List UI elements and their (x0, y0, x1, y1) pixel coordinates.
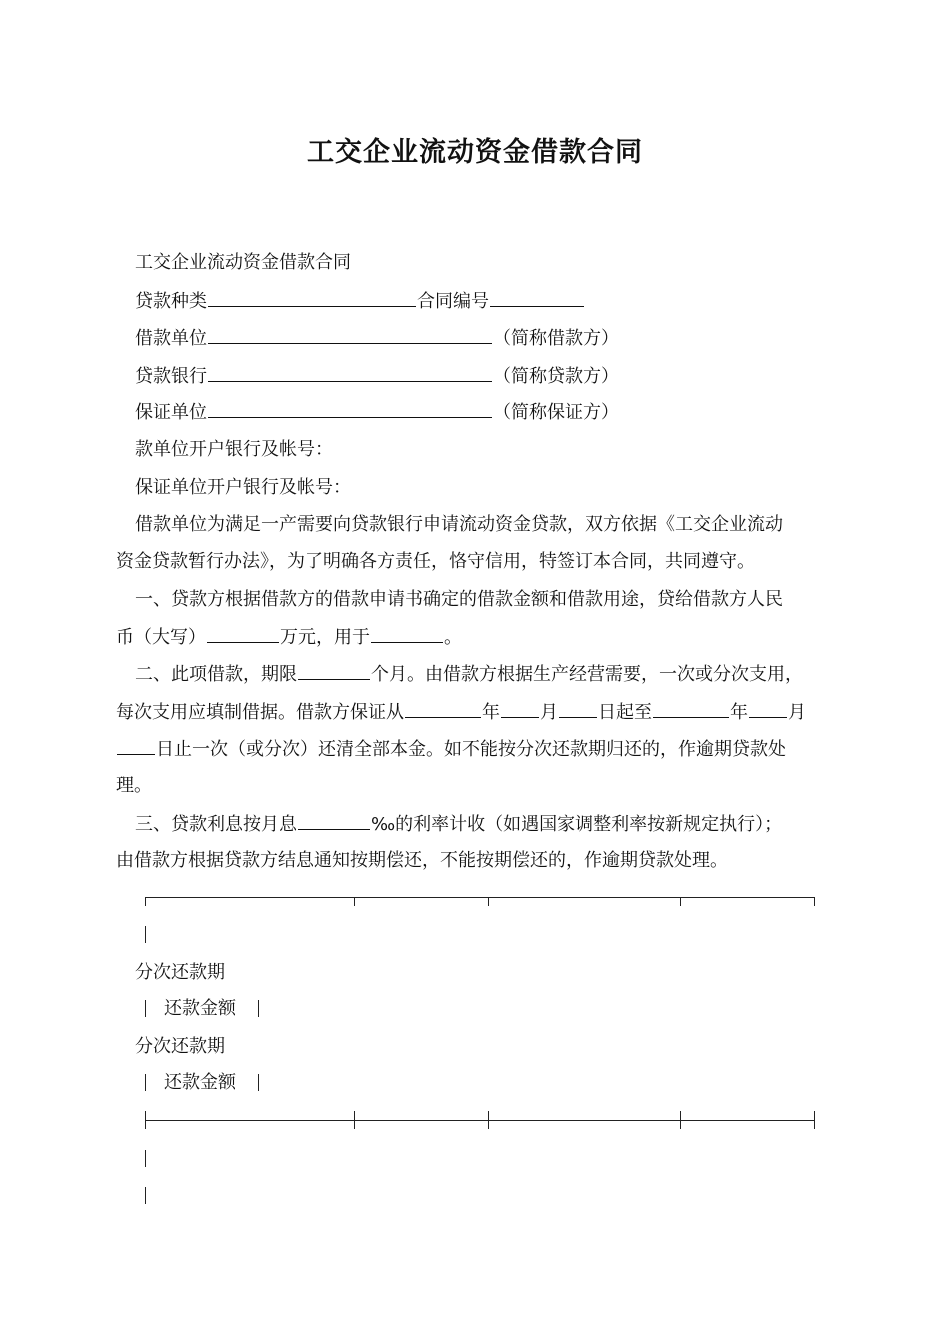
day-to-label: 日起至 (598, 702, 652, 723)
table-middle-rule (145, 1120, 815, 1121)
to-year-blank (653, 700, 729, 718)
clause-1-line-1: 一、贷款方根据借款方的借款申请书确定的借款金额和借款用途，贷给借款方人民 (135, 589, 783, 610)
table-corner-tr (814, 897, 815, 906)
table-side-bar (258, 1000, 259, 1017)
table-cross (488, 1111, 489, 1129)
loan-type-row (116, 289, 875, 314)
term-months-blank (298, 662, 370, 680)
table-side-bar (145, 1074, 146, 1091)
from-month-blank (501, 700, 539, 718)
clause-1-purpose-label: 万元，用于 (280, 627, 370, 648)
bank-label: 贷款银行 (135, 366, 207, 387)
borrower-blank (208, 326, 492, 344)
clause-3-line-2: 由借款方根据贷款方结息通知按期偿还，不能按期偿还的，作逾期贷款处理。 (116, 850, 728, 871)
guarantor-account-label: 保证单位开户银行及帐号： (135, 477, 351, 498)
guarantor-abbr: （简称保证方） (493, 402, 619, 423)
repayment-amount-label: 还款金额 (164, 998, 236, 1019)
clause-2-line-3 (116, 737, 856, 762)
clause-2-line-2 (116, 700, 856, 725)
bank-row (116, 364, 875, 389)
table-tick (488, 897, 489, 906)
guarantor-label: 保证单位 (135, 402, 207, 423)
loan-type-label: 贷款种类 (135, 291, 207, 312)
to-month-blank (749, 700, 787, 718)
borrower-row (116, 326, 875, 351)
table-top-rule (145, 897, 815, 898)
table-tick (680, 897, 681, 906)
clause-2-term-text: 个月。由借款方根据生产经营需要，一次或分次支用， (371, 664, 803, 685)
table-cross (354, 1111, 355, 1129)
table-cross (680, 1111, 681, 1129)
from-year-blank (405, 700, 481, 718)
clause-2-line-1 (116, 662, 875, 687)
document-title: 工交企业流动资金借款合同 (307, 137, 643, 168)
from-day-blank (559, 700, 597, 718)
guarantor-blank (208, 400, 492, 418)
bank-blank (208, 364, 492, 382)
clause-2-repay-text: 日止一次（或分次）还清全部本金。如不能按分次还款期归还的，作逾期贷款处 (156, 739, 786, 760)
clause-1-currency-label: 币（大写） (116, 627, 206, 648)
repayment-amount-label: 还款金额 (164, 1072, 236, 1093)
bank-abbr: （简称贷款方） (493, 366, 619, 387)
month-label-2: 月 (788, 702, 806, 723)
clause-2-from-label: 每次支用应填制借据。借款方保证从 (116, 702, 404, 723)
preamble-line-1: 借款单位为满足一产需要向贷款银行申请流动资金贷款，双方依据《工交企业流动 (135, 514, 783, 535)
year-label: 年 (482, 702, 500, 723)
interest-rate-blank (298, 812, 370, 830)
clause-2-line-4: 理。 (116, 775, 152, 796)
table-side-bar (145, 1000, 146, 1017)
table-side-bar (145, 1150, 146, 1167)
to-day-blank (117, 737, 155, 755)
contract-no-label: 合同编号 (417, 291, 489, 312)
contract-no-blank (490, 289, 584, 307)
table-side-bar (258, 1074, 259, 1091)
table-cross (145, 1111, 146, 1129)
borrower-abbr: （简称借款方） (493, 328, 619, 349)
subtitle: 工交企业流动资金借款合同 (135, 252, 351, 273)
table-side-bar (145, 926, 146, 943)
amount-blank (207, 625, 279, 643)
table-side-bar (145, 1187, 146, 1204)
preamble-line-2: 资金贷款暂行办法》，为了明确各方责任，恪守信用，特签订本合同，共同遵守。 (116, 551, 755, 572)
installment-period-label: 分次还款期 (135, 1036, 225, 1057)
clause-3-rate-label: 三、贷款利息按月息 (135, 814, 297, 835)
table-corner-tl (145, 897, 146, 906)
purpose-blank (371, 625, 443, 643)
clause-1-end: 。 (444, 627, 462, 648)
loan-type-blank (208, 289, 416, 307)
table-cross (814, 1111, 815, 1129)
month-label: 月 (540, 702, 558, 723)
guarantor-row (116, 400, 875, 425)
clause-3-line-1 (116, 812, 875, 837)
clause-3-rate-text: ‰的利率计收（如遇国家调整利率按新规定执行）； (371, 814, 783, 835)
year-label-2: 年 (730, 702, 748, 723)
table-tick (354, 897, 355, 906)
installment-period-label: 分次还款期 (135, 962, 225, 983)
borrower-account-label: 款单位开户银行及帐号： (135, 439, 333, 460)
clause-1-line-2 (116, 625, 856, 650)
clause-2-term-label: 二、此项借款，期限 (135, 664, 297, 685)
borrower-label: 借款单位 (135, 328, 207, 349)
